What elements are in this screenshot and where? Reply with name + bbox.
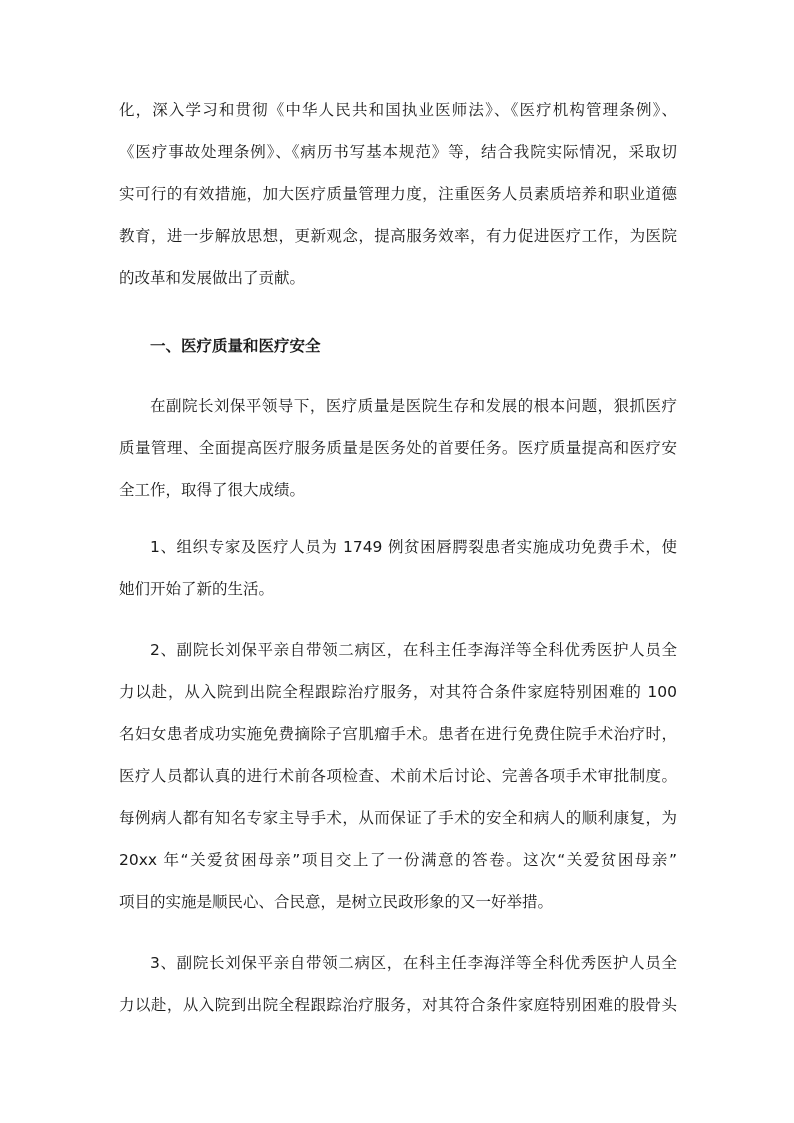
- paragraph-line: 在副院长刘保平领导下，医疗质量是医院生存和发展的根本问题，狠抓医疗: [150, 397, 677, 415]
- paragraph-line: 医疗人员都认真的进行术前各项检查、术前术后讨论、完善各项手术审批制度。: [119, 767, 677, 785]
- intro-paragraph: [119, 96, 677, 293]
- paragraph-line: 力以赴，从入院到出院全程跟踪治疗服务，对其符合条件家庭特别困难的 100: [119, 683, 677, 701]
- paragraph-line: 20xx 年“关爱贫困母亲”项目交上了一份满意的答卷。这次“关爱贫困母亲”: [119, 851, 677, 869]
- list-item: [119, 533, 677, 604]
- paragraph-line: 名妇女患者成功实施免费摘除子宫肌瘤手术。患者在进行免费住院手术治疗时，: [119, 725, 677, 743]
- intro-line: 实可行的有效措施，加大医疗质量管理力度，注重医务人员素质培养和职业道德: [119, 185, 677, 203]
- intro-line: 《医疗事故处理条例》、《病历书写基本规范》等，结合我院实际情况，采取切: [119, 143, 677, 161]
- paragraph-line: 质量管理、全面提高医疗服务质量是医务处的首要任务。医疗质量提高和医疗安: [119, 439, 677, 457]
- intro-line: 教育，进一步解放思想，更新观念，提高服务效率，有力促进医疗工作，为医院: [119, 227, 677, 245]
- paragraph-line: 1、组织专家及医疗人员为 1749 例贫困唇腭裂患者实施成功免费手术，使: [150, 538, 677, 556]
- paragraph-line: 项目的实施是顺民心、合民意，是树立民政形象的又一好举措。: [119, 893, 554, 911]
- paragraph-line: 每例病人都有知名专家主导手术，从而保证了手术的安全和病人的顺利康复，为: [119, 809, 677, 827]
- intro-line: 的改革和发展做出了贡献。: [119, 269, 306, 287]
- paragraph-line: 全工作，取得了很大成绩。: [119, 481, 306, 499]
- list-item: [119, 636, 677, 917]
- intro-line: 化，深入学习和贯彻《中华人民共和国执业医师法》、《医疗机构管理条例》、: [119, 101, 677, 119]
- paragraph-line: 力以赴，从入院到出院全程跟踪治疗服务，对其符合条件家庭特别困难的股骨头: [119, 996, 677, 1014]
- section-paragraph: [119, 392, 677, 505]
- paragraph-line: 她们开始了新的生活。: [119, 580, 275, 598]
- section-heading: 一、医疗质量和医疗安全: [150, 337, 321, 355]
- paragraph-line: 2、副院长刘保平亲自带领二病区，在科主任李海洋等全科优秀医护人员全: [150, 641, 677, 659]
- paragraph-line: 3、副院长刘保平亲自带领二病区，在科主任李海洋等全科优秀医护人员全: [150, 954, 677, 972]
- list-item: [119, 949, 677, 1020]
